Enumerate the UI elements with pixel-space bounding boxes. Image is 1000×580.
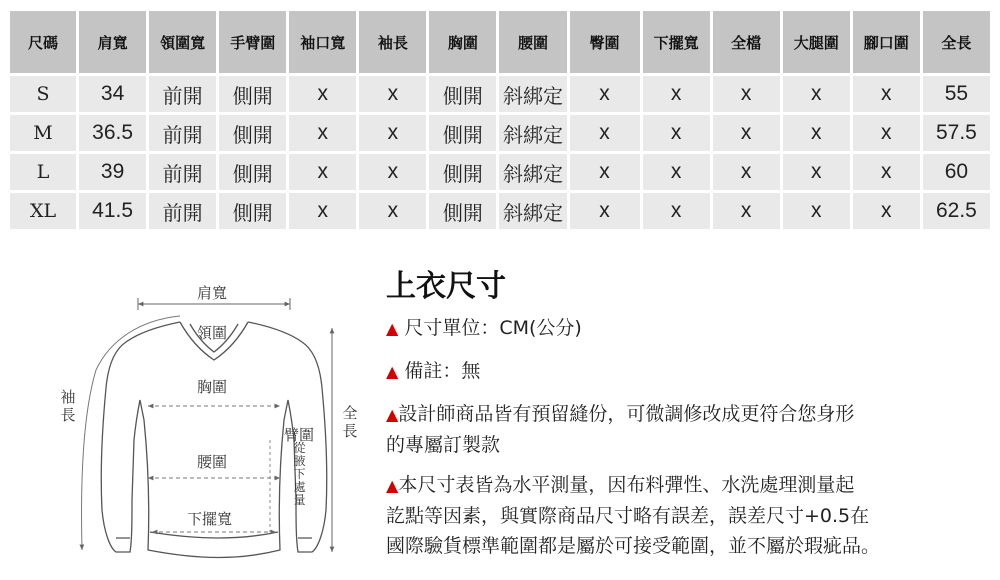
hem-cell: x <box>643 115 710 151</box>
design-note-line1: 設計師商品皆有預留縫份，可微調修改成更符合您身形 <box>398 403 855 425</box>
red-triangle-icon: ▲ <box>386 405 399 424</box>
header-arm: 手臂圍 <box>219 11 286 73</box>
hip-cell: x <box>570 115 640 151</box>
hem-cell: x <box>643 154 710 190</box>
table-row <box>10 193 990 229</box>
thigh-cell: x <box>783 193 850 229</box>
unit-note <box>386 313 966 344</box>
neck-cell: 前開 <box>149 76 216 112</box>
waist-cell: 斜綁定 <box>499 76 566 112</box>
design-note-line2: 的專屬訂製款 <box>386 434 501 456</box>
measure-note-line1: 本尺寸表皆為水平測量，因布料彈性、水洗處理測量起 <box>398 474 855 496</box>
sleeve-cell: x <box>359 115 426 151</box>
arm-cell: 側開 <box>219 154 286 190</box>
info-title: 上衣尺寸 <box>386 269 506 304</box>
length-cell: 55 <box>923 76 990 112</box>
shoulder-cell: 36.5 <box>79 115 146 151</box>
cuff-cell: x <box>289 76 356 112</box>
header-hip: 臀圍 <box>570 11 640 73</box>
shoulder-cell: 39 <box>79 154 146 190</box>
neck-cell: 前開 <box>149 193 216 229</box>
leg-opening-cell: x <box>853 154 920 190</box>
waist-label: 腰圍 <box>197 453 228 471</box>
chest-cell: 側開 <box>429 193 496 229</box>
length-cell: 60 <box>923 154 990 190</box>
rise-cell: x <box>713 193 780 229</box>
header-rise: 全檔 <box>713 11 780 73</box>
neck-cell: 前開 <box>149 154 216 190</box>
header-hem: 下擺寬 <box>643 11 710 73</box>
waist-cell: 斜綁定 <box>499 154 566 190</box>
waist-cell: 斜綁定 <box>499 115 566 151</box>
sleeve-cell: x <box>359 154 426 190</box>
header-neck: 領圍寬 <box>149 11 216 73</box>
shoulder-cell: 41.5 <box>79 193 146 229</box>
arm-circumference-label: 臂圍 <box>284 426 315 444</box>
header-sleeve: 袖長 <box>359 11 426 73</box>
measure-note-line3: 國際驗貨標準範圍都是屬於可接受範圍，並不屬於瑕疵品。 <box>386 535 881 557</box>
arm-cell: 側開 <box>219 115 286 151</box>
header-size: 尺碼 <box>10 11 76 73</box>
size-info-panel <box>386 265 966 561</box>
design-note <box>386 399 966 460</box>
size-chart-table <box>7 8 993 232</box>
sleeve-cell: x <box>359 193 426 229</box>
header-thigh: 大腿圍 <box>783 11 850 73</box>
rise-cell: x <box>713 76 780 112</box>
chest-cell: 側開 <box>429 154 496 190</box>
remark-note-text: 備註：無 <box>404 360 481 382</box>
chest-label: 胸圍 <box>197 378 228 396</box>
chest-cell: 側開 <box>429 76 496 112</box>
remark-note <box>386 356 966 387</box>
sweater-measurement-diagram <box>40 270 370 580</box>
arm-cell: 側開 <box>219 193 286 229</box>
leg-opening-cell: x <box>853 193 920 229</box>
arm-measure-note: 從腋下處量 <box>293 441 306 507</box>
hem-width-label: 下擺寬 <box>187 510 233 528</box>
red-triangle-icon: ▲ <box>386 476 399 495</box>
chest-cell: 側開 <box>429 115 496 151</box>
arm-cell: 側開 <box>219 76 286 112</box>
waist-cell: 斜綁定 <box>499 193 566 229</box>
thigh-cell: x <box>783 154 850 190</box>
neck-cell: 前開 <box>149 115 216 151</box>
hip-cell: x <box>570 76 640 112</box>
sleeve-cell: x <box>359 76 426 112</box>
length-cell: 62.5 <box>923 193 990 229</box>
hip-cell: x <box>570 193 640 229</box>
measure-note <box>386 470 966 561</box>
table-row <box>10 115 990 151</box>
table-row <box>10 76 990 112</box>
size-cell: M <box>10 115 76 151</box>
header-chest: 胸圍 <box>429 11 496 73</box>
red-triangle-icon: ▲ <box>386 319 399 338</box>
cuff-cell: x <box>289 115 356 151</box>
hip-cell: x <box>570 154 640 190</box>
sleeve-length-label: 袖長 <box>60 388 76 424</box>
header-length: 全長 <box>923 11 990 73</box>
sweater-outline-icon <box>40 270 370 580</box>
cuff-cell: x <box>289 154 356 190</box>
rise-cell: x <box>713 154 780 190</box>
thigh-cell: x <box>783 115 850 151</box>
neck-label: 領圍 <box>197 324 228 342</box>
red-triangle-icon: ▲ <box>386 362 399 381</box>
table-row <box>10 154 990 190</box>
size-cell: XL <box>10 193 76 229</box>
header-cuff: 袖口寬 <box>289 11 356 73</box>
size-cell: S <box>10 76 76 112</box>
measure-note-line2: 訖點等因素，與實際商品尺寸略有誤差，誤差尺寸+0.5在 <box>386 505 870 527</box>
leg-opening-cell: x <box>853 76 920 112</box>
table-header-row <box>10 11 990 73</box>
size-cell: L <box>10 154 76 190</box>
leg-opening-cell: x <box>853 115 920 151</box>
shoulder-width-label: 肩寬 <box>197 284 228 302</box>
total-length-label: 全長 <box>342 404 358 440</box>
header-leg-opening: 腳口圍 <box>853 11 920 73</box>
length-cell: 57.5 <box>923 115 990 151</box>
rise-cell: x <box>713 115 780 151</box>
hem-cell: x <box>643 193 710 229</box>
thigh-cell: x <box>783 76 850 112</box>
header-shoulder: 肩寬 <box>79 11 146 73</box>
shoulder-cell: 34 <box>79 76 146 112</box>
hem-cell: x <box>643 76 710 112</box>
unit-note-text: 尺寸單位：CM(公分) <box>404 317 582 339</box>
header-waist: 腰圍 <box>499 11 566 73</box>
cuff-cell: x <box>289 193 356 229</box>
